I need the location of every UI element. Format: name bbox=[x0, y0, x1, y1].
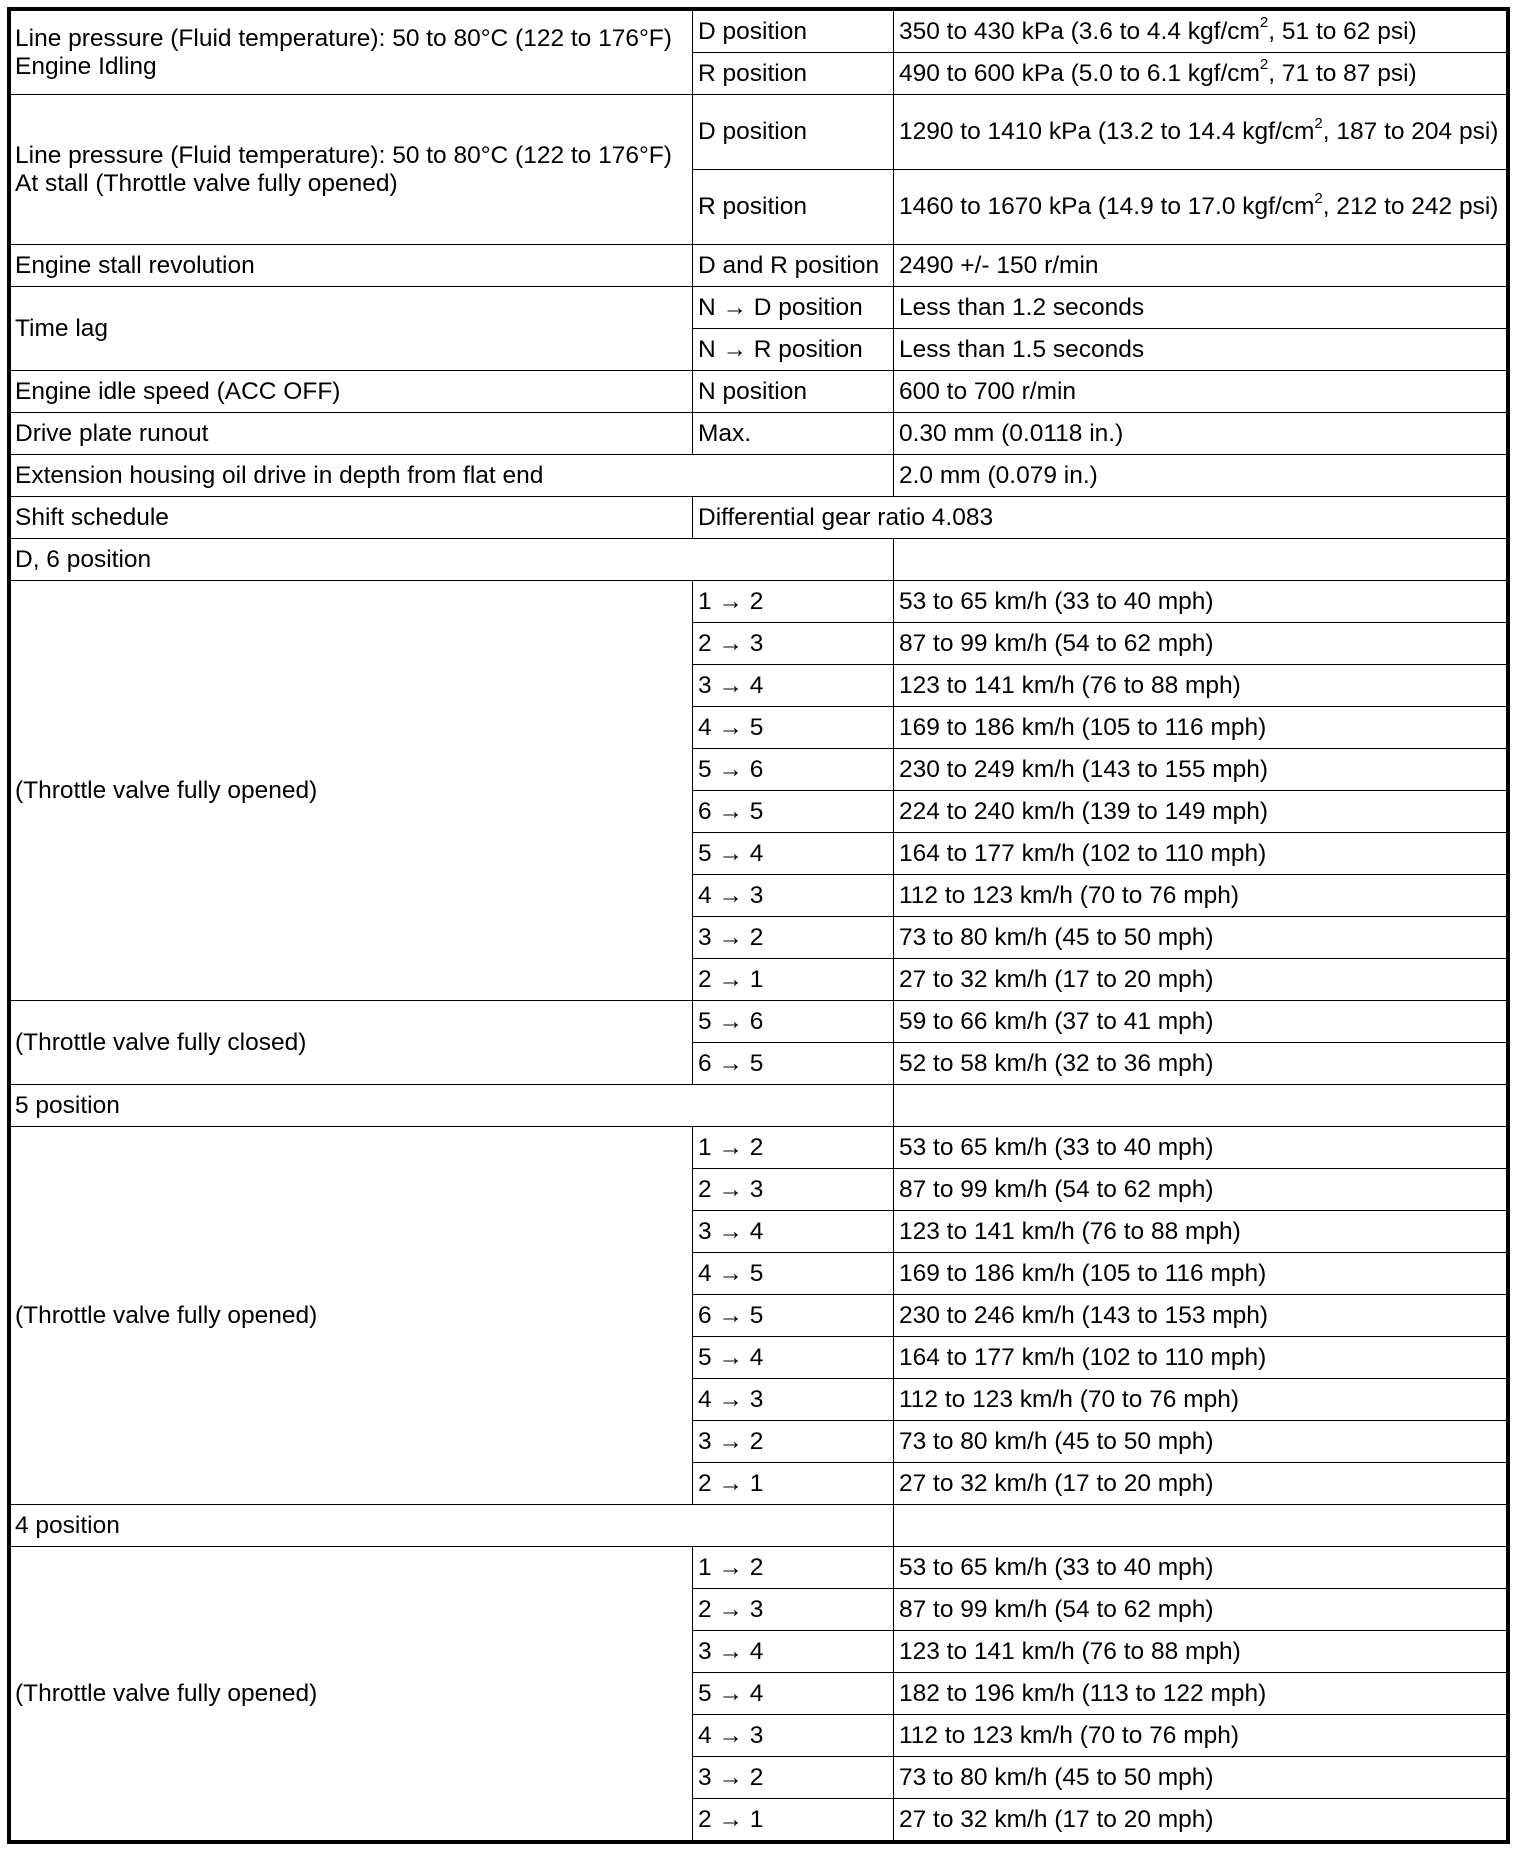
line-pressure-condition: Line pressure (Fluid temperature): 50 to 80°C (122 to 176°F) bbox=[15, 24, 672, 52]
speed-cell: 87 to 99 km/h (54 to 62 mph) bbox=[894, 1589, 1507, 1631]
r-position-cell: R position bbox=[693, 170, 894, 245]
speed-cell: 53 to 65 km/h (33 to 40 mph) bbox=[894, 1127, 1507, 1169]
speed-cell: 27 to 32 km/h (17 to 20 mph) bbox=[894, 959, 1507, 1001]
speed-cell: 73 to 80 km/h (45 to 50 mph) bbox=[894, 1757, 1507, 1799]
line-pressure-idle-label bbox=[11, 11, 693, 95]
shift-cell: 1 → 2 bbox=[693, 1547, 894, 1589]
engine-stall-position: D and R position bbox=[693, 245, 894, 287]
d-position-cell: D position bbox=[693, 95, 894, 170]
shift-cell: 1 → 2 bbox=[693, 581, 894, 623]
value-text: , 212 to 242 psi) bbox=[1322, 193, 1499, 220]
shift-cell: 5 → 4 bbox=[693, 833, 894, 875]
speed-cell: 73 to 80 km/h (45 to 50 mph) bbox=[894, 917, 1507, 959]
p4-open-group bbox=[11, 1547, 1507, 1841]
time-lag-label: Time lag bbox=[11, 287, 693, 371]
table-row bbox=[11, 11, 1507, 53]
superscript: 2 bbox=[1259, 56, 1269, 74]
speed-cell: 87 to 99 km/h (54 to 62 mph) bbox=[894, 623, 1507, 665]
drive-plate-value: 0.30 mm (0.0118 in.) bbox=[894, 413, 1507, 455]
shift-cell: 5 → 4 bbox=[693, 1337, 894, 1379]
idle-speed-position: N position bbox=[693, 371, 894, 413]
table-row bbox=[11, 1127, 1507, 1169]
p5-position-heading: 5 position bbox=[11, 1085, 894, 1127]
d6-open-group bbox=[11, 581, 1507, 1001]
speed-cell: 164 to 177 km/h (102 to 110 mph) bbox=[894, 833, 1507, 875]
throttle-condition-label: (Throttle valve fully closed) bbox=[11, 1001, 693, 1085]
speed-cell: 182 to 196 km/h (113 to 122 mph) bbox=[894, 1673, 1507, 1715]
value-text: , 71 to 87 psi) bbox=[1268, 59, 1417, 87]
speed-cell: 164 to 177 km/h (102 to 110 mph) bbox=[894, 1337, 1507, 1379]
table-row bbox=[11, 497, 1507, 539]
d6-closed-group bbox=[11, 1001, 1507, 1085]
shift-cell: 3 → 4 bbox=[693, 1631, 894, 1673]
table-row bbox=[11, 413, 1507, 455]
table-row bbox=[11, 581, 1507, 623]
table-body bbox=[11, 11, 1507, 581]
speed-cell: 230 to 246 km/h (143 to 153 mph) bbox=[894, 1295, 1507, 1337]
shift-cell: 2 → 1 bbox=[693, 1463, 894, 1505]
shift-cell: 3 → 4 bbox=[693, 665, 894, 707]
shift-cell: 5 → 6 bbox=[693, 749, 894, 791]
throttle-condition-label: (Throttle valve fully opened) bbox=[11, 1547, 693, 1841]
shift-cell: 2 → 3 bbox=[693, 1589, 894, 1631]
value-text: , 187 to 204 psi) bbox=[1322, 118, 1499, 145]
speed-cell: 169 to 186 km/h (105 to 116 mph) bbox=[894, 1253, 1507, 1295]
shift-cell: 4 → 3 bbox=[693, 1379, 894, 1421]
shift-cell: 4 → 5 bbox=[693, 707, 894, 749]
speed-cell: 123 to 141 km/h (76 to 88 mph) bbox=[894, 665, 1507, 707]
shift-cell: 2 → 1 bbox=[693, 959, 894, 1001]
p4-heading-body bbox=[11, 1505, 1507, 1547]
line-pressure-condition: Line pressure (Fluid temperature): 50 to 80°C (122 to 176°F) bbox=[15, 141, 672, 169]
value-text: 1460 to 1670 kPa (14.9 to 17.0 kgf/cm bbox=[899, 193, 1315, 220]
empty-cell bbox=[894, 539, 1507, 581]
speed-cell: 27 to 32 km/h (17 to 20 mph) bbox=[894, 1463, 1507, 1505]
speed-cell: 53 to 65 km/h (33 to 40 mph) bbox=[894, 1547, 1507, 1589]
table-row bbox=[11, 1001, 1507, 1043]
drive-plate-position: Max. bbox=[693, 413, 894, 455]
shift-cell: 5 → 6 bbox=[693, 1001, 894, 1043]
r-position-cell: R position bbox=[693, 53, 894, 95]
speed-cell: 112 to 123 km/h (70 to 76 mph) bbox=[894, 875, 1507, 917]
drive-plate-label: Drive plate runout bbox=[11, 413, 693, 455]
r-position-value bbox=[894, 53, 1507, 95]
throttle-condition-label: (Throttle valve fully opened) bbox=[11, 1127, 693, 1505]
speed-cell: 224 to 240 km/h (139 to 149 mph) bbox=[894, 791, 1507, 833]
d-position-cell: D position bbox=[693, 11, 894, 53]
d-position-value bbox=[894, 95, 1507, 170]
idle-speed-label: Engine idle speed (ACC OFF) bbox=[11, 371, 693, 413]
shift-schedule-label: Shift schedule bbox=[11, 497, 693, 539]
shift-cell: 3 → 2 bbox=[693, 917, 894, 959]
speed-cell: 169 to 186 km/h (105 to 116 mph) bbox=[894, 707, 1507, 749]
speed-cell: 73 to 80 km/h (45 to 50 mph) bbox=[894, 1421, 1507, 1463]
shift-cell: 2 → 3 bbox=[693, 623, 894, 665]
n-to-d-position: N → D position bbox=[693, 287, 894, 329]
table-row bbox=[11, 95, 1507, 170]
section-heading-row bbox=[11, 1085, 1507, 1127]
speed-cell: 123 to 141 km/h (76 to 88 mph) bbox=[894, 1631, 1507, 1673]
speed-cell: 87 to 99 km/h (54 to 62 mph) bbox=[894, 1169, 1507, 1211]
table-row bbox=[11, 287, 1507, 329]
shift-cell: 6 → 5 bbox=[693, 791, 894, 833]
r-position-value bbox=[894, 170, 1507, 245]
shift-cell: 1 → 2 bbox=[693, 1127, 894, 1169]
shift-cell: 6 → 5 bbox=[693, 1295, 894, 1337]
empty-cell bbox=[894, 1505, 1507, 1547]
shift-cell: 3 → 4 bbox=[693, 1211, 894, 1253]
table-row bbox=[11, 1547, 1507, 1589]
speed-cell: 230 to 249 km/h (143 to 155 mph) bbox=[894, 749, 1507, 791]
engine-idling-label: Engine Idling bbox=[15, 52, 157, 80]
n-to-r-position: N → R position bbox=[693, 329, 894, 371]
superscript: 2 bbox=[1314, 189, 1323, 207]
speed-cell: 53 to 65 km/h (33 to 40 mph) bbox=[894, 581, 1507, 623]
speed-cell: 27 to 32 km/h (17 to 20 mph) bbox=[894, 1799, 1507, 1841]
shift-cell: 6 → 5 bbox=[693, 1043, 894, 1085]
engine-stall-label: Engine stall revolution bbox=[11, 245, 693, 287]
speed-cell: 59 to 66 km/h (37 to 41 mph) bbox=[894, 1001, 1507, 1043]
engine-stall-value: 2490 +/- 150 r/min bbox=[894, 245, 1507, 287]
spec-sheet bbox=[7, 7, 1510, 1844]
shift-cell: 5 → 4 bbox=[693, 1673, 894, 1715]
superscript: 2 bbox=[1314, 114, 1323, 132]
shift-cell: 2 → 3 bbox=[693, 1169, 894, 1211]
shift-cell: 4 → 5 bbox=[693, 1253, 894, 1295]
speed-cell: 112 to 123 km/h (70 to 76 mph) bbox=[894, 1379, 1507, 1421]
value-text: 490 to 600 kPa (5.0 to 6.1 kgf/cm bbox=[899, 59, 1260, 87]
value-text: , 51 to 62 psi) bbox=[1268, 17, 1417, 45]
p5-heading-body bbox=[11, 1085, 1507, 1127]
section-heading-row bbox=[11, 539, 1507, 581]
table-row bbox=[11, 455, 1507, 497]
n-to-r-value: Less than 1.5 seconds bbox=[894, 329, 1507, 371]
specification-table bbox=[10, 10, 1507, 1841]
d6-position-heading: D, 6 position bbox=[11, 539, 894, 581]
line-pressure-stall-label bbox=[11, 95, 693, 245]
shift-cell: 4 → 3 bbox=[693, 875, 894, 917]
shift-cell: 4 → 3 bbox=[693, 1715, 894, 1757]
extension-housing-value: 2.0 mm (0.079 in.) bbox=[894, 455, 1507, 497]
table-row bbox=[11, 371, 1507, 413]
speed-cell: 112 to 123 km/h (70 to 76 mph) bbox=[894, 1715, 1507, 1757]
p4-position-heading: 4 position bbox=[11, 1505, 894, 1547]
n-to-d-value: Less than 1.2 seconds bbox=[894, 287, 1507, 329]
throttle-condition-label: (Throttle valve fully opened) bbox=[11, 581, 693, 1001]
extension-housing-label: Extension housing oil drive in depth from flat end bbox=[11, 455, 894, 497]
value-text: 1290 to 1410 kPa (13.2 to 14.4 kgf/cm bbox=[899, 118, 1315, 145]
speed-cell: 52 to 58 km/h (32 to 36 mph) bbox=[894, 1043, 1507, 1085]
shift-schedule-value: Differential gear ratio 4.083 bbox=[693, 497, 1507, 539]
shift-cell: 3 → 2 bbox=[693, 1421, 894, 1463]
shift-cell: 2 → 1 bbox=[693, 1799, 894, 1841]
p5-open-group bbox=[11, 1127, 1507, 1505]
speed-cell: 123 to 141 km/h (76 to 88 mph) bbox=[894, 1211, 1507, 1253]
shift-cell: 3 → 2 bbox=[693, 1757, 894, 1799]
empty-cell bbox=[894, 1085, 1507, 1127]
table-row bbox=[11, 245, 1507, 287]
section-heading-row bbox=[11, 1505, 1507, 1547]
idle-speed-value: 600 to 700 r/min bbox=[894, 371, 1507, 413]
superscript: 2 bbox=[1259, 14, 1269, 32]
at-stall-label: At stall (Throttle valve fully opened) bbox=[15, 169, 398, 197]
d-position-value bbox=[894, 11, 1507, 53]
value-text: 350 to 430 kPa (3.6 to 4.4 kgf/cm bbox=[899, 17, 1260, 45]
